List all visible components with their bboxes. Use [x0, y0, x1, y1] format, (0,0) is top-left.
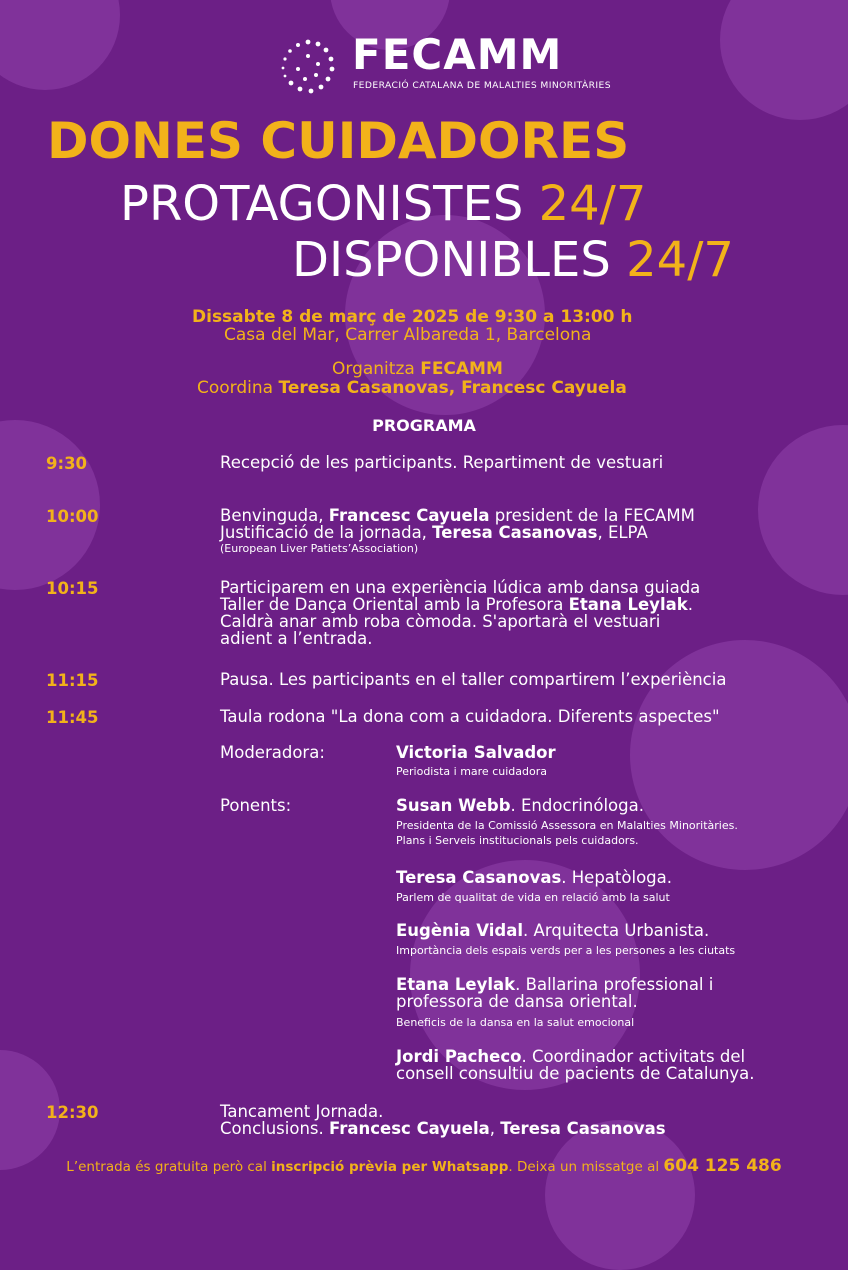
footer-phone: 604 125 486	[663, 1156, 782, 1176]
headline-line-2	[120, 176, 647, 232]
program-item-1145: Taula rodona "La dona com a cuidadora. Diferents aspectes"	[220, 707, 720, 726]
speaker-etana-leylak: Etana Leylak. Ballarina professional i professora de dansa oriental.	[396, 975, 714, 1011]
program-item-1015-line-4: adient a l’entrada.	[220, 629, 373, 648]
program-title: PROGRAMA	[372, 416, 476, 435]
headline-line-1: DONES CUIDADORES	[47, 112, 630, 170]
speaker-susan-webb: Susan Webb. Endocrinóloga.	[396, 796, 644, 815]
event-organizer	[332, 361, 503, 378]
program-item-1000-line-2: Justificació de la jornada, Teresa Casanovas, ELPA	[220, 523, 648, 542]
organizer-name: FECAMM	[420, 359, 503, 379]
headline-line-2-accent: 24/7	[538, 176, 647, 232]
bg-circle	[0, 0, 120, 90]
organizer-label: Organitza	[332, 359, 415, 379]
bg-circle	[720, 0, 848, 120]
speaker-jordi-pacheco: Jordi Pacheco. Coordinador activitats del consell consultiu de pacients de Catalunya.	[396, 1047, 755, 1083]
program-item-0930: Recepció de les participants. Repartiment de vestuari	[220, 453, 664, 472]
speaker-eugenia-vidal-note: Importància dels espais verds per a les persones a les ciutats	[396, 944, 736, 957]
program-item-1000-line-1: Benvinguda, Francesc Cayuela president de la FECAMM	[220, 506, 695, 525]
speakers-label: Ponents:	[220, 796, 292, 815]
program-item-1015-line-2: Taller de Dança Oriental amb la Profesora Etana Leylak.	[220, 595, 693, 614]
program-item-1015	[220, 579, 700, 647]
program-item-1230	[220, 1103, 666, 1137]
speaker-teresa-casanovas: Teresa Casanovas. Hepatòloga.	[396, 868, 672, 887]
headline-line-3-text: DISPONIBLES	[292, 232, 611, 288]
time-1000: 10:00	[46, 507, 99, 526]
headline-line-3-accent: 24/7	[626, 232, 734, 288]
moderator-note: Periodista i mare cuidadora	[396, 765, 547, 778]
fecamm-logo-icon	[278, 38, 338, 98]
program-item-1015-line-1: Participarem en una experiència lúdica amb dansa guiada	[220, 578, 701, 597]
event-coordinator	[197, 380, 627, 397]
bg-circle	[0, 420, 100, 590]
speaker-susan-webb-note: Presidenta de la Comissió Assessora en Malalties Minoritàries. Plans i Serveis institucionals pels cuidadors.	[396, 819, 738, 847]
event-date-time: Dissabte 8 de març de 2025 de 9:30 a 13:00 h	[192, 307, 633, 327]
program-item-1230-line-1: Tancament Jornada.	[220, 1102, 384, 1121]
logo-subtitle: FEDERACIÓ CATALANA DE MALALTIES MINORITÀRIES	[353, 80, 611, 91]
footer-registration: L’entrada és gratuita però cal inscripció prèvia per Whatsapp. Deixa un missatge al 604 125 486	[66, 1156, 782, 1176]
time-1145: 11:45	[46, 708, 99, 727]
time-1230: 12:30	[46, 1103, 99, 1122]
event-venue: Casa del Mar, Carrer Albareda 1, Barcelona	[224, 325, 592, 345]
time-1115: 11:15	[46, 671, 99, 690]
moderator-name: Victoria Salvador	[396, 743, 556, 762]
program-item-1115: Pausa. Les participants en el taller compartirem l’experiència	[220, 670, 727, 689]
speaker-etana-leylak-note: Beneficis de la dansa en la salut emocional	[396, 1016, 635, 1029]
logo-name: FECAMM	[352, 30, 563, 79]
program-item-1000-note: (European Liver Patiets’Association)	[220, 542, 419, 555]
speaker-eugenia-vidal: Eugènia Vidal. Arquitecta Urbanista.	[396, 921, 710, 940]
bg-circle	[758, 425, 848, 595]
coordinator-names: Teresa Casanovas, Francesc Cayuela	[278, 378, 627, 398]
coordinator-label: Coordina	[197, 378, 274, 398]
program-item-1000	[220, 507, 695, 555]
headline-line-2-text: PROTAGONISTES	[120, 176, 524, 232]
speaker-teresa-casanovas-note: Parlem de qualitat de vida en relació amb la salut	[396, 891, 670, 904]
program-item-1015-line-3: Caldrà anar amb roba còmoda. S'aportarà el vestuari	[220, 612, 661, 631]
moderator-label: Moderadora:	[220, 743, 325, 762]
time-0930: 9:30	[46, 454, 88, 473]
time-1015: 10:15	[46, 579, 99, 598]
bg-circle	[545, 1120, 695, 1270]
headline-line-3	[292, 232, 734, 288]
program-item-1230-line-2: Conclusions. Francesc Cayuela, Teresa Casanovas	[220, 1119, 666, 1138]
